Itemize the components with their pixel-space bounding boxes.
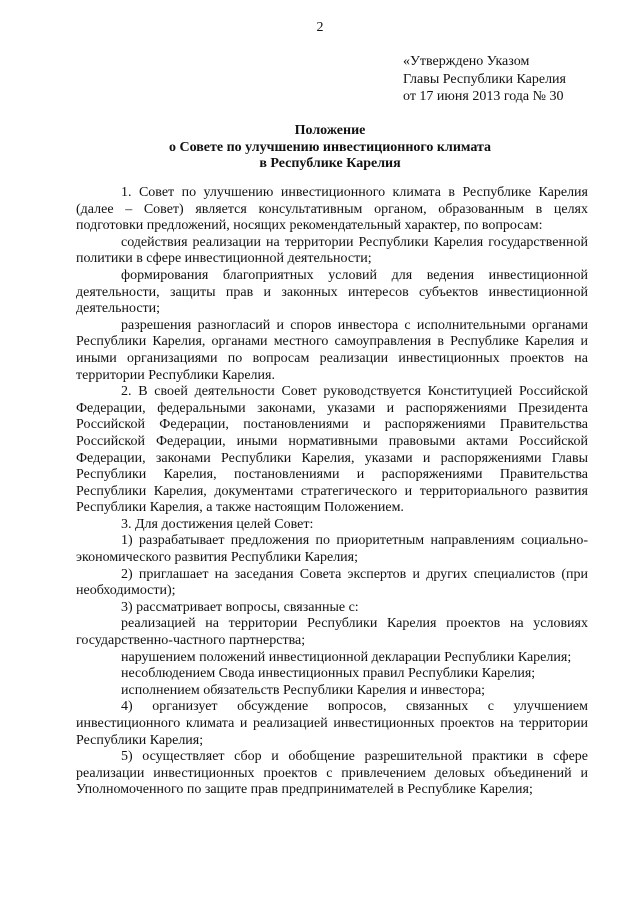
approval-line-3: от 17 июня 2013 года № 30 bbox=[403, 89, 564, 104]
paragraph-12: несоблюдением Свода инвестиционных правил Республики Карелия; bbox=[121, 666, 536, 682]
paragraph-1: 1. Совет по улучшению инвестиционного климата в Республике Карелия (далее – Совет) является консультативным органом, образованным в целях подготовки предложений, носящих рекомендательный характер, по вопросам: bbox=[76, 185, 588, 234]
paragraph-11: нарушением положений инвестиционной декларации Республики Карелия; bbox=[121, 649, 572, 665]
title-line-3: в Республике Карелия bbox=[259, 156, 401, 171]
document-body bbox=[76, 185, 588, 799]
paragraph-7: 1) разрабатывает предложения по приоритетным направлениям социально-экономического развития Республики Карелия; bbox=[76, 533, 588, 566]
paragraph-8: 2) приглашает на заседания Совета экспертов и других специалистов (при необходимости); bbox=[76, 566, 588, 599]
paragraph-15: 5) осуществляет сбор и обобщение разрешительной практики в сфере реализации инвестиционных проектов с привлечением деловых объединений и Уполномоченного по защите прав предпринимателей в Республике Карелия; bbox=[76, 749, 588, 798]
title-line-2: о Совете по улучшению инвестиционного климата bbox=[168, 139, 492, 155]
paragraph-10: реализацией на территории Республики Карелия проектов на условиях государственно-частного партнерства; bbox=[76, 616, 588, 649]
page-number: 2 bbox=[316, 20, 324, 35]
approval-line-1: «Утверждено Указом bbox=[403, 54, 530, 69]
approval-line-2: Главы Республики Карелия bbox=[403, 71, 566, 87]
paragraph-14: 4) организует обсуждение вопросов, связанных с улучшением инвестиционного климата и реализацией инвестиционных проектов на территории Республики Карелия; bbox=[76, 699, 588, 748]
paragraph-13: исполнением обязательств Республики Карелия и инвестора; bbox=[121, 682, 486, 698]
paragraph-4: разрешения разногласий и споров инвестора с исполнительными органами Республики Карелия, органами местного самоуправления в Республике Карелия и иными организациями по вопросам реализации инвестиционных проектов на территории Республики Карелия. bbox=[76, 317, 588, 383]
paragraph-6: 3. Для достижения целей Совет: bbox=[121, 516, 314, 532]
paragraph-2: содействия реализации на территории Республики Карелия государственной политики в сфере инвестиционной деятельности; bbox=[76, 234, 588, 267]
paragraph-9: 3) рассматривает вопросы, связанные с: bbox=[121, 599, 359, 615]
document-title bbox=[60, 123, 600, 173]
approval-stamp bbox=[403, 53, 633, 106]
paragraph-3: формирования благоприятных условий для ведения инвестиционной деятельности, защиты прав и законных интересов субъектов инвестиционной деятельности; bbox=[76, 267, 588, 317]
paragraph-5: 2. В своей деятельности Совет руководствуется Конституцией Российской Федерации, федеральными законами, указами и распоряжениями Президента Российской Федерации, постановлениями и распоряжениями Правительства Российской Федерации, иными нормативными правовыми актами Российской Федерации, законами Республики Карелия, указами и распоряжениями Главы Республики Карелия, постановлениями и распоряжениями Правительства Республики Карелия, документами стратегического и территориального развития Республики Карелия, а также настоящим Положением. bbox=[76, 384, 588, 516]
title-line-1: Положение bbox=[294, 123, 366, 138]
